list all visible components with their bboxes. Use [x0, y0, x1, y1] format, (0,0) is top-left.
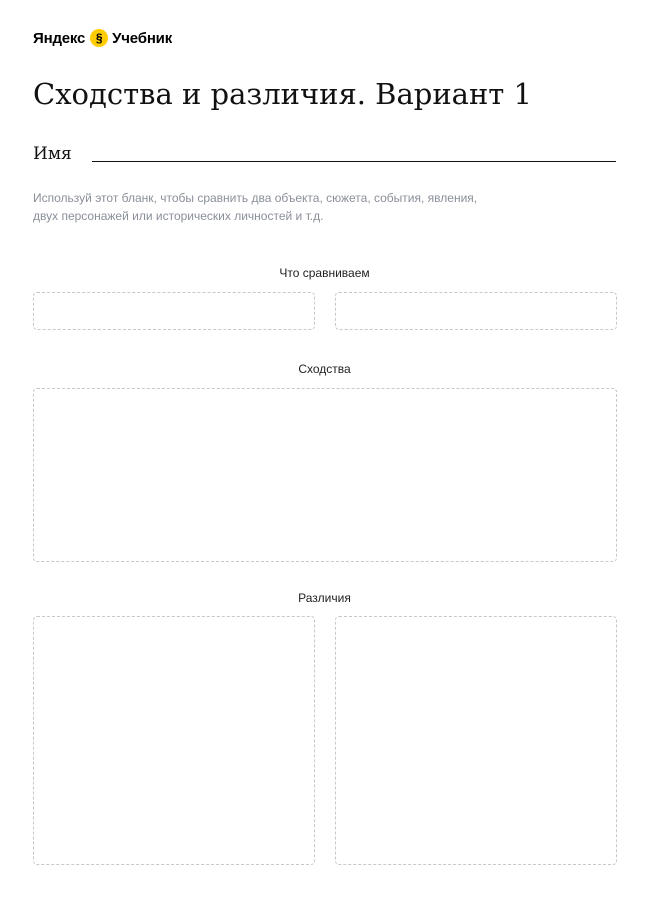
- logo-word-uchebnik: Учебник: [112, 29, 173, 47]
- name-label: Имя: [33, 144, 72, 164]
- differences-section-label: Различия: [298, 591, 351, 605]
- similarities-box[interactable]: [33, 388, 617, 562]
- differences-left-box[interactable]: [33, 616, 315, 865]
- logo-word-yandex: Яндекс: [33, 29, 86, 47]
- differences-right-box[interactable]: [335, 616, 617, 865]
- yandex-uchebnik-logo: [33, 27, 172, 49]
- section-sign-icon: §: [90, 29, 108, 47]
- name-input-line[interactable]: [92, 161, 616, 162]
- similarities-section-label: Сходства: [298, 362, 351, 376]
- instructions-text: Используй этот бланк, чтобы сравнить два объекта, сюжета, события, явления, двух персонажей или исторических личностей и т.д.: [33, 191, 478, 223]
- page-title: Сходства и различия. Вариант 1: [33, 77, 533, 111]
- compare-section-label: Что сравниваем: [279, 266, 370, 280]
- compare-right-box[interactable]: [335, 292, 617, 330]
- compare-left-box[interactable]: [33, 292, 315, 330]
